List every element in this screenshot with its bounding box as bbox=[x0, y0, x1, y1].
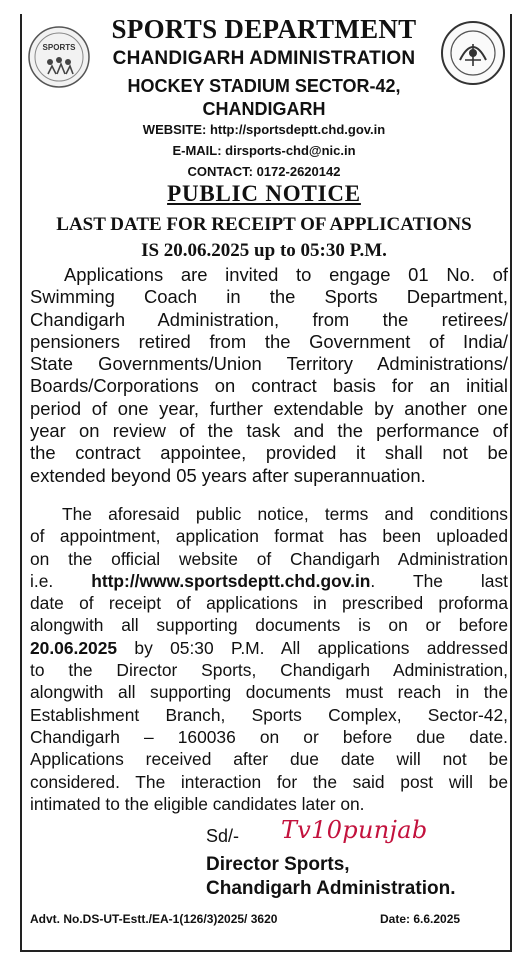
paragraph-line: Applications received after due date will not be bbox=[30, 749, 508, 770]
email-line: E-MAIL: dirsports-chd@nic.in bbox=[172, 143, 356, 158]
paragraph-line bbox=[30, 637, 508, 659]
paragraph-line: of appointment, application format has been uploaded bbox=[30, 526, 508, 547]
paragraph-line: to the Director Sports, Chandigarh Administration, bbox=[30, 660, 508, 681]
paragraph-line: The aforesaid public notice, terms and conditions bbox=[62, 504, 508, 524]
paragraph-line: extended beyond 05 years after superannuation. bbox=[30, 464, 426, 486]
notice-date: Date: 6.6.2025 bbox=[380, 912, 461, 926]
paragraph-line: Boards/Corporations on contract basis for an initial bbox=[30, 375, 508, 397]
deadline-line-2: IS 20.06.2025 up to 05:30 P.M. bbox=[141, 240, 387, 261]
paragraph-line: alongwith all supporting documents is on or before bbox=[30, 615, 508, 636]
watermark: Tv10punjab bbox=[281, 816, 428, 844]
administration-title: CHANDIGARH ADMINISTRATION bbox=[112, 48, 416, 69]
paragraph-line: Applications are invited to engage 01 No. of bbox=[64, 264, 508, 285]
paragraph-line: State Governments/Union Territory Administrations/ bbox=[30, 353, 508, 375]
paragraph-line: considered. The interaction for the said post will be bbox=[30, 771, 508, 792]
paragraph-line: period of one year, further extendable by another one bbox=[30, 397, 508, 419]
signed-marker: Sd/- bbox=[206, 826, 240, 846]
website-link[interactable]: http://www.sportsdeptt.chd.gov.in bbox=[91, 570, 371, 591]
public-notice-title: PUBLIC NOTICE bbox=[167, 181, 361, 206]
paragraph-line: intimated to the eligible candidates later on. bbox=[30, 793, 365, 814]
deadline-line-1: LAST DATE FOR RECEIPT OF APPLICATIONS bbox=[56, 214, 472, 235]
line-rest: by 05:30 P.M. All applications addressed bbox=[117, 637, 508, 658]
paragraph-line: on the official website of Chandigarh Administration bbox=[30, 548, 508, 569]
paragraph-line: Chandigarh – 160036 on or before due date. bbox=[30, 726, 508, 747]
contact-line: CONTACT: 0172-2620142 bbox=[187, 164, 341, 179]
paragraph-line: Establishment Branch, Sports Complex, Sector-42, bbox=[30, 704, 508, 725]
paragraph-line: the contract appointee, provided it shall not be bbox=[30, 442, 508, 464]
paragraph-2 bbox=[30, 503, 508, 815]
paragraph-line: pensioners retired from the Government of India/ bbox=[30, 330, 508, 352]
website-line: WEBSITE: http://sportsdeptt.chd.gov.in bbox=[142, 122, 386, 137]
paragraph-line: date of receipt of applications in prescribed proforma bbox=[30, 593, 508, 614]
paragraph-line: Chandigarh Administration, from the retirees/ bbox=[30, 308, 508, 330]
line-suffix: . The last bbox=[370, 570, 508, 591]
address-line-1: HOCKEY STADIUM SECTOR-42, bbox=[127, 76, 401, 96]
signatory-office: Chandigarh Administration. bbox=[206, 878, 456, 899]
paragraph-line bbox=[30, 570, 508, 592]
logo-text: SPORTS bbox=[42, 43, 76, 52]
deadline-date: 20.06.2025 bbox=[30, 637, 118, 658]
address-line-2: CHANDIGARH bbox=[202, 99, 326, 119]
paragraph-1 bbox=[30, 264, 508, 487]
paragraph-line: Swimming Coach in the Sports Department, bbox=[30, 286, 508, 308]
signatory-designation: Director Sports, bbox=[206, 854, 350, 875]
advertisement-number: Advt. No.DS-UT-Estt./EA-1(126/3)2025/ 3620 bbox=[30, 912, 278, 926]
department-title: SPORTS DEPARTMENT bbox=[111, 14, 417, 44]
paragraph-line: year on review of the task and the performance of bbox=[30, 420, 508, 442]
paragraph-line: alongwith all supporting documents must reach in the bbox=[30, 682, 508, 703]
ie-prefix: i.e. bbox=[30, 570, 92, 591]
